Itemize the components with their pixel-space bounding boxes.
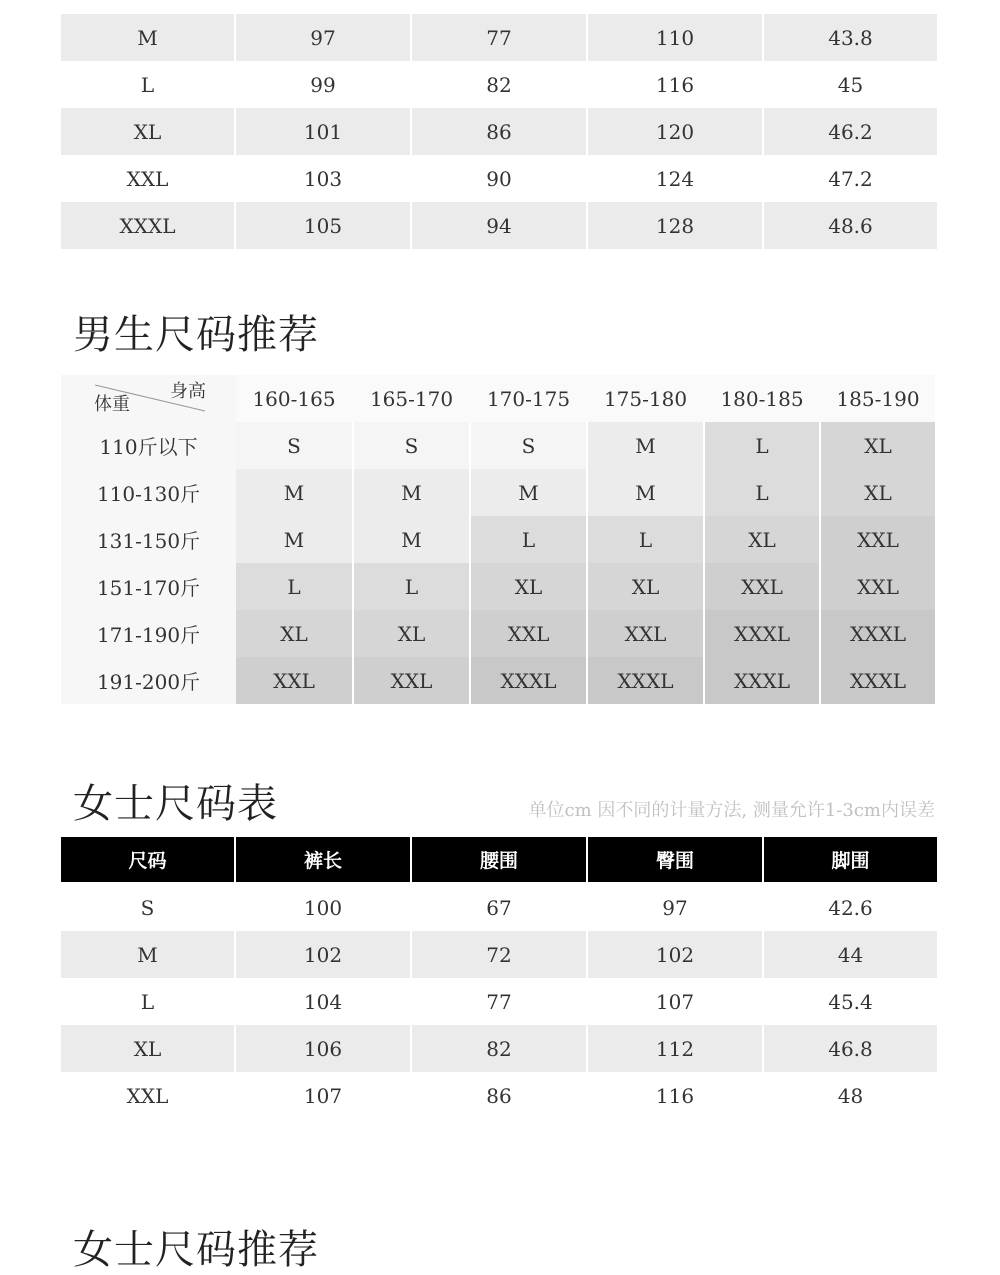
men-recommend-title: 男生尺码推荐 bbox=[73, 312, 319, 358]
corner-height-label: 身高 bbox=[170, 381, 206, 402]
table-cell: 107 bbox=[588, 978, 762, 1025]
table-cell: 72 bbox=[412, 931, 586, 978]
size-cell: XXXL bbox=[821, 610, 935, 657]
size-cell: XL bbox=[821, 469, 935, 516]
height-header: 165-170 bbox=[354, 375, 469, 422]
size-cell: M bbox=[354, 469, 469, 516]
size-cell: XXL bbox=[821, 563, 935, 610]
size-cell: L bbox=[354, 563, 469, 610]
corner-weight-label: 体重 bbox=[94, 394, 130, 415]
size-cell: XXXL bbox=[705, 657, 819, 704]
size-cell: XXXL bbox=[588, 657, 703, 704]
size-cell: M bbox=[236, 469, 352, 516]
table-cell: XXL bbox=[61, 1072, 234, 1119]
table-cell: XL bbox=[61, 1025, 234, 1072]
table-cell: 106 bbox=[236, 1025, 410, 1072]
table-header-cell: 裤长 bbox=[236, 837, 410, 884]
height-header: 175-180 bbox=[588, 375, 703, 422]
table-cell: M bbox=[61, 931, 234, 978]
table-cell: 43.8 bbox=[764, 14, 937, 61]
size-cell: XXL bbox=[471, 610, 586, 657]
size-cell: M bbox=[471, 469, 586, 516]
table-cell: 124 bbox=[588, 155, 762, 202]
table-cell: 77 bbox=[412, 14, 586, 61]
size-cell: L bbox=[588, 516, 703, 563]
table-header-cell: 臀围 bbox=[588, 837, 762, 884]
women-size-title: 女士尺码表 bbox=[73, 781, 278, 827]
height-header: 160-165 bbox=[236, 375, 352, 422]
size-cell: XXL bbox=[588, 610, 703, 657]
table-cell: 86 bbox=[412, 1072, 586, 1119]
women-size-table bbox=[61, 837, 935, 1119]
table-cell: 116 bbox=[588, 1072, 762, 1119]
size-cell: S bbox=[354, 422, 469, 469]
table-cell: 104 bbox=[236, 978, 410, 1025]
size-cell: L bbox=[236, 563, 352, 610]
table-cell: 120 bbox=[588, 108, 762, 155]
size-cell: XXXL bbox=[471, 657, 586, 704]
size-cell: XXL bbox=[354, 657, 469, 704]
size-cell: XL bbox=[705, 516, 819, 563]
weight-label: 110斤以下 bbox=[61, 422, 236, 469]
table-cell: 101 bbox=[236, 108, 410, 155]
size-cell: XXXL bbox=[705, 610, 819, 657]
size-cell: M bbox=[236, 516, 352, 563]
size-cell: XXL bbox=[821, 516, 935, 563]
table-cell: 102 bbox=[588, 931, 762, 978]
table-cell: M bbox=[61, 14, 234, 61]
table-cell: 107 bbox=[236, 1072, 410, 1119]
table-cell: 67 bbox=[412, 884, 586, 931]
table-cell: 100 bbox=[236, 884, 410, 931]
table-cell: 48.6 bbox=[764, 202, 937, 249]
table-cell: 90 bbox=[412, 155, 586, 202]
table-cell: 103 bbox=[236, 155, 410, 202]
table-cell: 47.2 bbox=[764, 155, 937, 202]
table-cell: 97 bbox=[588, 884, 762, 931]
table-cell: 112 bbox=[588, 1025, 762, 1072]
weight-label: 110-130斤 bbox=[61, 469, 236, 516]
men-recommend-table bbox=[61, 375, 935, 704]
table-cell: 46.8 bbox=[764, 1025, 937, 1072]
size-cell: XL bbox=[821, 422, 935, 469]
table-cell: 48 bbox=[764, 1072, 937, 1119]
table-header-cell: 腰围 bbox=[412, 837, 586, 884]
size-cell: XL bbox=[588, 563, 703, 610]
table-cell: 105 bbox=[236, 202, 410, 249]
size-cell: XXXL bbox=[821, 657, 935, 704]
table-cell: 77 bbox=[412, 978, 586, 1025]
table-cell: XXXL bbox=[61, 202, 234, 249]
measurement-note: 单位cm 因不同的计量方法, 测量允许1-3cm内误差 bbox=[528, 800, 935, 821]
table-cell: XL bbox=[61, 108, 234, 155]
size-cell: XL bbox=[354, 610, 469, 657]
size-cell: L bbox=[471, 516, 586, 563]
size-cell: L bbox=[705, 422, 819, 469]
table-cell: S bbox=[61, 884, 234, 931]
table-cell: 82 bbox=[412, 1025, 586, 1072]
size-cell: XXL bbox=[236, 657, 352, 704]
table-cell: 110 bbox=[588, 14, 762, 61]
size-cell: XXL bbox=[705, 563, 819, 610]
table-cell: 128 bbox=[588, 202, 762, 249]
diagonal-line bbox=[61, 375, 236, 422]
table-header-cell: 尺码 bbox=[61, 837, 234, 884]
weight-label: 131-150斤 bbox=[61, 516, 236, 563]
table-cell: L bbox=[61, 978, 234, 1025]
table-header-cell: 脚围 bbox=[764, 837, 937, 884]
table-cell: 44 bbox=[764, 931, 937, 978]
table-cell: XXL bbox=[61, 155, 234, 202]
weight-label: 191-200斤 bbox=[61, 657, 236, 704]
height-header: 185-190 bbox=[821, 375, 935, 422]
table-cell: 99 bbox=[236, 61, 410, 108]
table-cell: 82 bbox=[412, 61, 586, 108]
size-cell: S bbox=[236, 422, 352, 469]
size-cell: L bbox=[705, 469, 819, 516]
table-cell: 42.6 bbox=[764, 884, 937, 931]
table-cell: 45 bbox=[764, 61, 937, 108]
size-cell: M bbox=[588, 422, 703, 469]
women-recommend-title: 女士尺码推荐 bbox=[73, 1227, 319, 1273]
table-cell: L bbox=[61, 61, 234, 108]
table-cell: 45.4 bbox=[764, 978, 937, 1025]
size-cell: XL bbox=[471, 563, 586, 610]
table-cell: 94 bbox=[412, 202, 586, 249]
height-header: 180-185 bbox=[705, 375, 819, 422]
table-cell: 86 bbox=[412, 108, 586, 155]
size-cell: M bbox=[588, 469, 703, 516]
size-cell: M bbox=[354, 516, 469, 563]
top-size-table bbox=[61, 14, 935, 249]
table-cell: 116 bbox=[588, 61, 762, 108]
table-cell: 97 bbox=[236, 14, 410, 61]
height-header: 170-175 bbox=[471, 375, 586, 422]
table-cell: 102 bbox=[236, 931, 410, 978]
corner-header bbox=[61, 375, 236, 422]
size-cell: S bbox=[471, 422, 586, 469]
size-cell: XL bbox=[236, 610, 352, 657]
weight-label: 171-190斤 bbox=[61, 610, 236, 657]
weight-label: 151-170斤 bbox=[61, 563, 236, 610]
table-cell: 46.2 bbox=[764, 108, 937, 155]
